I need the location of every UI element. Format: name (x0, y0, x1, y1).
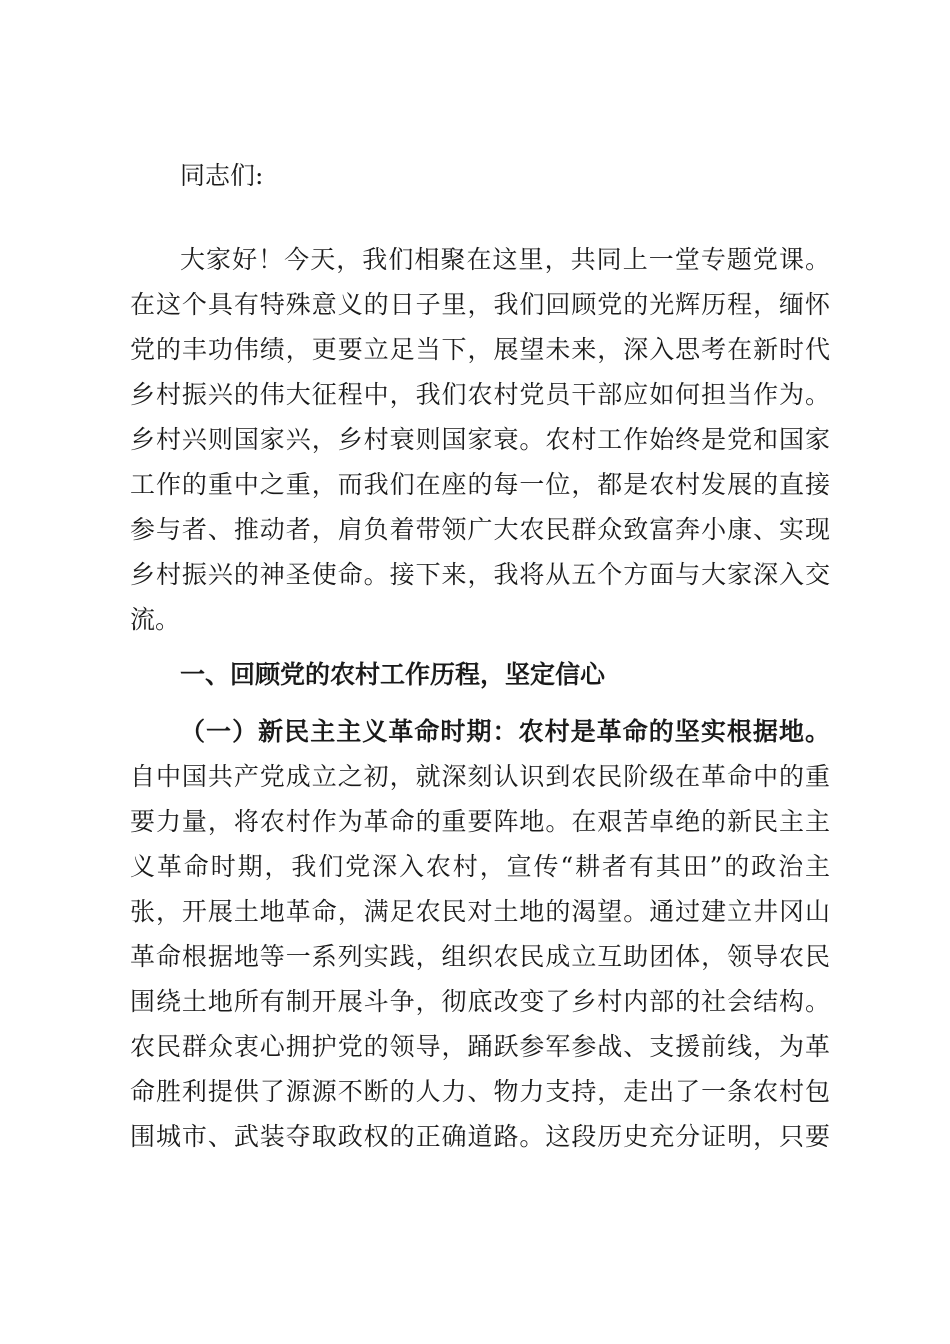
text-line: 革命根据地等一系列实践，组织农民成立互助团体，领导农民 (130, 942, 830, 971)
subsection-heading: （一）新民主主义革命时期：农村是革命的坚实根据地。 (180, 717, 830, 746)
text-line: 围绕土地所有制开展斗争，彻底改变了乡村内部的社会结构。 (130, 987, 830, 1016)
text-line: 在这个具有特殊意义的日子里，我们回顾党的光辉历程，缅怀 (130, 290, 830, 319)
text-line: 参与者、推动者，肩负着带领广大农民群众致富奔小康、实现 (130, 515, 830, 544)
text-line: 大家好！今天，我们相聚在这里，共同上一堂专题党课。 (180, 245, 830, 274)
section-heading: 一、回顾党的农村工作历程，坚定信心 (180, 660, 606, 689)
text-line: 自中国共产党成立之初，就深刻认识到农民阶级在革命中的重 (130, 762, 830, 791)
text-line: 张，开展土地革命，满足农民对土地的渴望。通过建立井冈山 (130, 897, 830, 926)
salutation: 同志们: (180, 161, 264, 190)
text-line: 乡村振兴的神圣使命。接下来，我将从五个方面与大家深入交 (130, 560, 830, 589)
text-line: 乡村振兴的伟大征程中，我们农村党员干部应如何担当作为。 (130, 380, 830, 409)
text-line: 流。 (130, 605, 181, 634)
text-line: 围城市、武装夺取政权的正确道路。这段历史充分证明，只要 (130, 1122, 830, 1151)
text-line: 命胜利提供了源源不断的人力、物力支持，走出了一条农村包 (130, 1077, 830, 1106)
text-line: 要力量，将农村作为革命的重要阵地。在艰苦卓绝的新民主主 (130, 807, 830, 836)
text-line: 义革命时期，我们党深入农村，宣传“耕者有其田”的政治主 (130, 852, 830, 881)
text-line: 工作的重中之重，而我们在座的每一位，都是农村发展的直接 (130, 470, 830, 499)
text-line: 农民群众衷心拥护党的领导，踊跃参军参战、支援前线，为革 (130, 1032, 830, 1061)
text-line: 党的丰功伟绩，更要立足当下，展望未来，深入思考在新时代 (130, 335, 830, 364)
text-line: 乡村兴则国家兴，乡村衰则国家衰。农村工作始终是党和国家 (130, 425, 830, 454)
